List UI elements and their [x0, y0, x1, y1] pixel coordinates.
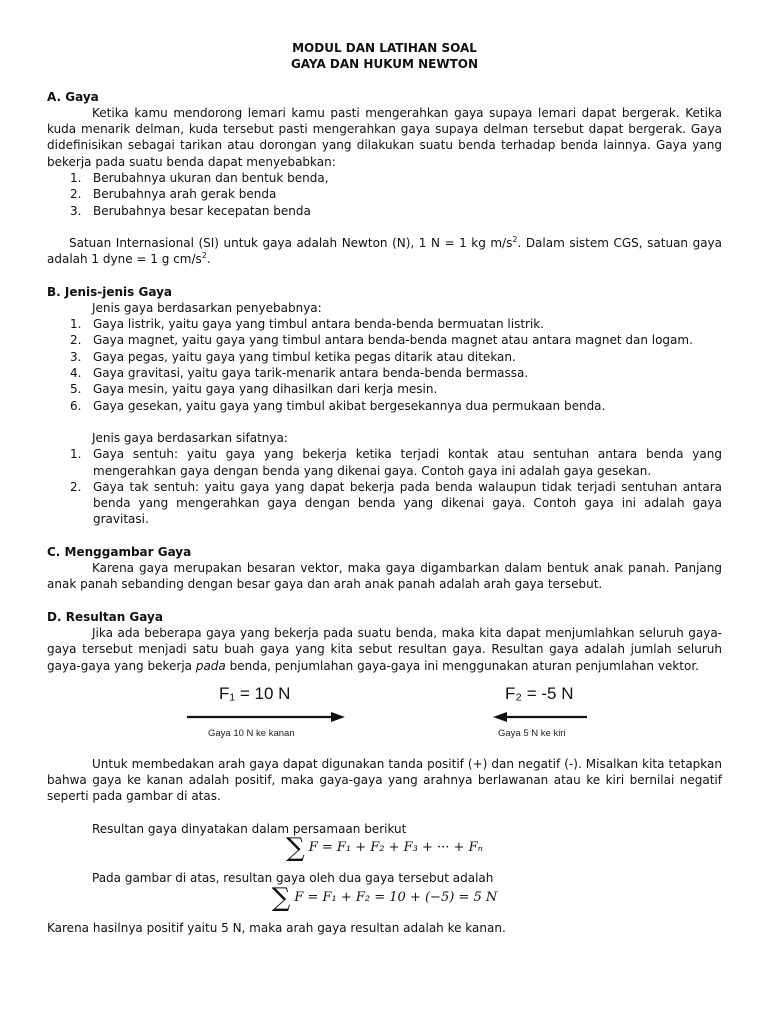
list-item: 2. Berubahnya arah gerak benda [70, 187, 277, 202]
list-item: 5. Gaya mesin, yaitu gaya yang dihasilkan dari kerja mesin. [70, 382, 438, 397]
list-item: 6. Gaya gesekan, yaitu gaya yang timbul akibat bergesekannya dua permukaan benda. [70, 398, 606, 413]
section-d-paragraph-4: Pada gambar di atas, resultan gaya oleh dua gaya tersebut adalah [92, 871, 494, 886]
list-item: 2. Gaya tak sentuh: yaitu gaya yang dapat bekerja pada benda walaupun tidak terjadi sentuhan antara benda yang mengerahkan gaya dengan benda yang dikenai gaya. Contoh gaya ini adalah gaya gravitasi. [70, 479, 722, 527]
right-arrow-icon [187, 710, 349, 724]
resultant-equation: ∑ F = F₁ + F₂ + F₃ + ··· + Fₙ [286, 832, 483, 863]
section-a-heading: A. Gaya [47, 89, 99, 104]
section-c-heading: C. Menggambar Gaya [47, 544, 192, 559]
document-page [47, 40, 722, 936]
list-item: 1. Gaya listrik, yaitu gaya yang timbul antara benda-benda bermuatan listrik. [70, 317, 545, 332]
force-arrows-figure [47, 676, 722, 748]
sigma-icon: ∑ [286, 832, 305, 863]
section-d-paragraph-3: Resultan gaya dinyatakan dalam persamaan berikut [92, 821, 407, 836]
sigma-icon: ∑ [271, 882, 291, 913]
f1-caption: Gaya 10 N ke kanan [208, 727, 295, 739]
section-b-intro-nature: Jenis gaya berdasarkan sifatnya: [92, 430, 288, 445]
list-item: 1. Berubahnya ukuran dan bentuk benda, [70, 171, 329, 186]
list-item: 1. Gaya sentuh: yaitu gaya yang bekerja ketika terjadi kontak atau sentuhan antara benda yang mengerahkan gaya dengan benda yang dikenai gaya. Contoh gaya ini adalah gaya gesekan. [70, 447, 722, 478]
section-a-list [47, 170, 722, 219]
section-b-heading: B. Jenis-jenis Gaya [47, 284, 172, 299]
resultant-calculation: ∑ F = F₁ + F₂ = 10 + (−5) = 5 N [271, 882, 498, 913]
list-item: 4. Gaya gravitasi, yaitu gaya tarik-menarik antara benda-benda bermassa. [70, 366, 529, 381]
force-types-by-cause-list [47, 316, 722, 414]
f2-caption: Gaya 5 N ke kiri [498, 727, 566, 739]
list-item: 3. Berubahnya besar kecepatan benda [70, 203, 311, 218]
section-b-intro-cause: Jenis gaya berdasarkan penyebabnya: [92, 300, 322, 315]
section-d-heading: D. Resultan Gaya [47, 609, 163, 624]
force-types-by-nature-list [47, 446, 722, 527]
conclusion: Karena hasilnya positif yaitu 5 N, maka arah gaya resultan adalah ke kanan. [47, 920, 506, 935]
document-title-line-2: GAYA DAN HUKUM NEWTON [290, 57, 479, 72]
section-d-paragraph-1: Jika ada beberapa gaya yang bekerja pada suatu benda, maka kita dapat menjumlahkan seluruh gaya-gaya tersebut menjadi satu buah gaya yang kita sebut resultan gaya. Resultan gaya adalah jumlah seluruh gaya-gaya yang bekerja pada benda, penjumlahan gaya-gaya ini menggunakan aturan penjumlahan vektor. [47, 625, 722, 673]
left-arrow-icon [493, 710, 589, 724]
section-d-paragraph-2: Untuk membedakan arah gaya dapat digunakan tanda positif (+) dan negatif (-). Misalkan kita tetapkan bahwa gaya ke kanan adalah positif, maka gaya-gaya yang arahnya berlawanan atau ke kiri bernilai negatif seperti pada gambar di atas. [47, 756, 722, 804]
list-item: 2. Gaya magnet, yaitu gaya yang timbul antara benda-benda magnet atau antara magnet dan logam. [70, 333, 693, 348]
si-unit-paragraph: Satuan Internasional (SI) untuk gaya adalah Newton (N), 1 N = 1 kg $m/s^2$. Dalam sistem CGS, satuan gaya adalah 1 dyne = 1 g $cm/s^2$. [47, 234, 722, 267]
section-c-paragraph: Karena gaya merupakan besaran vektor, maka gaya digambarkan dalam bentuk anak panah. Panjang anak panah sebanding dengan besar gaya dan arah anak panah adalah arah gaya tersebut. [47, 561, 722, 592]
f1-label: F₁ = 10 N [219, 683, 291, 703]
document-title-line-1: MODUL DAN LATIHAN SOAL [292, 41, 477, 55]
list-item: 3. Gaya pegas, yaitu gaya yang timbul ketika pegas ditarik atau ditekan. [70, 349, 516, 364]
f2-label: F₂ = -5 N [505, 683, 574, 703]
section-a-paragraph: Ketika kamu mendorong lemari kamu pasti mengerahkan gaya supaya lemari dapat bergerak. Ketika kuda menarik delman, kuda tersebut pasti mengerahkan gaya supaya delman tersebut dapat bergerak. Gaya didefinisikan sebagai tarikan atau dorongan yang dilakukan suatu benda terhadap benda lainnya. Gaya yang bekerja pada suatu benda dapat menyebabkan: [47, 105, 722, 169]
